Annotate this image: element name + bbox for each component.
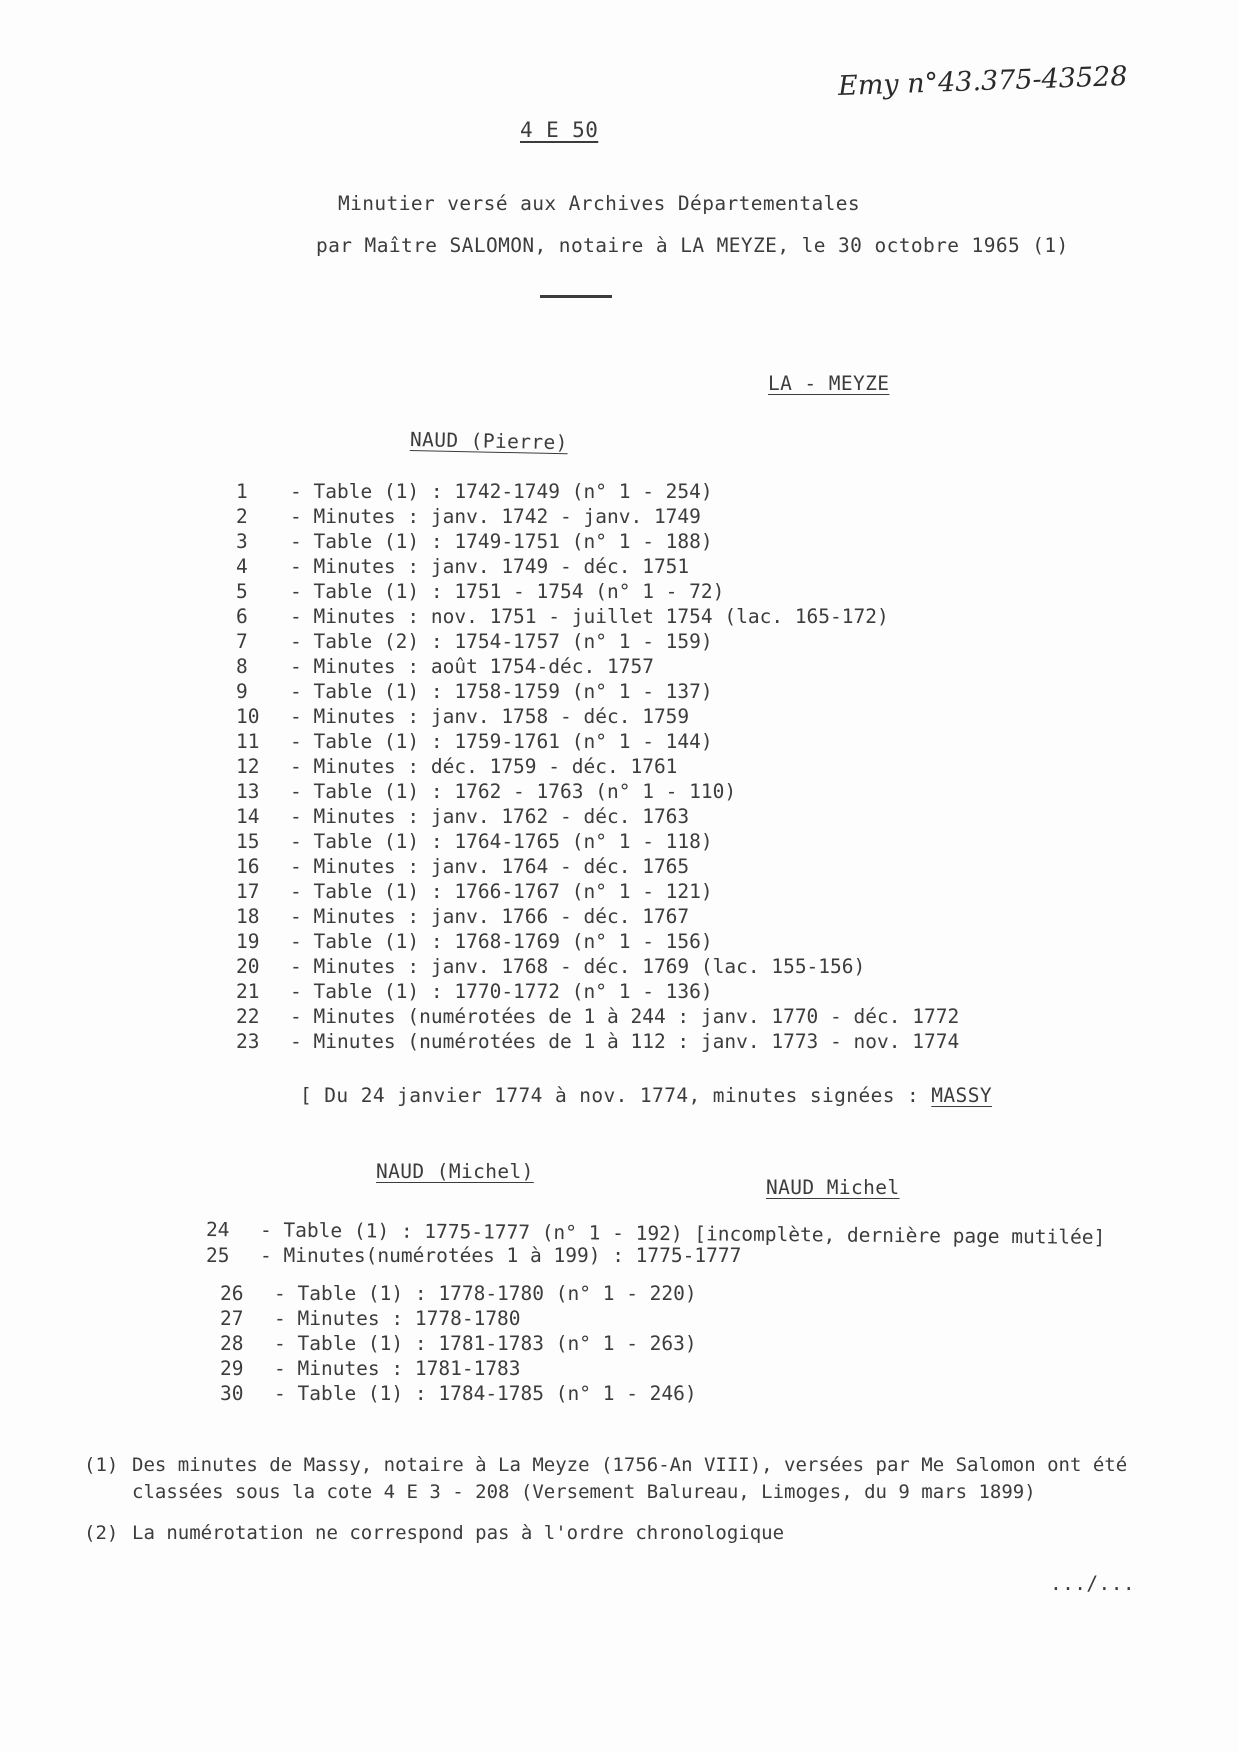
entry-number: 21 [236, 980, 260, 1003]
entry-row [236, 1005, 959, 1028]
entry-number: 28 [220, 1332, 244, 1355]
entry-row [236, 505, 701, 528]
entry-text: - Minutes(numérotées 1 à 199) : 1775-1777 [260, 1244, 742, 1267]
cote-heading: 4 E 50 [520, 118, 599, 142]
entry-number: 25 [206, 1244, 230, 1267]
footnote-2-text: La numérotation ne correspond pas à l'ordre chronologique [132, 1522, 785, 1544]
entry-text: - Table (1) : 1758-1759 (n° 1 - 137) [290, 680, 713, 703]
entry-row [236, 555, 689, 578]
entry-number: 29 [220, 1357, 244, 1380]
entry-row [236, 980, 713, 1003]
entry-row [236, 705, 689, 728]
entry-number: 5 [236, 580, 248, 603]
entry-text: - Table (1) : 1762 - 1763 (n° 1 - 110) [290, 780, 737, 803]
entry-row [236, 605, 889, 628]
entry-text: - Table (1) : 1749-1751 (n° 1 - 188) [290, 530, 713, 553]
entry-row [236, 480, 713, 503]
entry-text: - Minutes : août 1754-déc. 1757 [290, 655, 654, 678]
entry-row [236, 805, 689, 828]
entry-text: - Minutes : janv. 1742 - janv. 1749 [290, 505, 701, 528]
entry-row [236, 655, 654, 678]
entry-number: 9 [236, 680, 248, 703]
continuation-mark: .../... [1050, 1572, 1135, 1595]
entry-number: 1 [236, 480, 248, 503]
entry-text: - Minutes : déc. 1759 - déc. 1761 [290, 755, 678, 778]
entry-text: - Table (1) : 1766-1767 (n° 1 - 121) [290, 880, 713, 903]
entry-row [236, 730, 713, 753]
entry-row [220, 1382, 697, 1405]
entry-number: 20 [236, 955, 260, 978]
footnote-2 [84, 1520, 1132, 1547]
entry-number: 26 [220, 1282, 244, 1305]
footnote-1-text: Des minutes de Massy, notaire à La Meyze (1756-An VIII), versées par Me Salomon ont été classées sous la cote 4 E 3 - 208 (Versement Balureau, Limoges, du 9 mars 1899) [132, 1454, 1128, 1503]
entry-text: - Table (1) : 1778-1780 (n° 1 - 220) [274, 1282, 697, 1305]
entry-text: - Table (1) : 1770-1772 (n° 1 - 136) [290, 980, 713, 1003]
entry-number: 3 [236, 530, 248, 553]
entry-row [206, 1244, 741, 1267]
entry-text: - Table (1) : 1784-1785 (n° 1 - 246) [274, 1382, 697, 1405]
footnote-2-mark: (2) [84, 1522, 119, 1544]
entry-number: 12 [236, 755, 260, 778]
entry-text: - Minutes : janv. 1764 - déc. 1765 [290, 855, 690, 878]
entry-text: - Table (1) : 1751 - 1754 (n° 1 - 72) [290, 580, 725, 603]
entry-number: 8 [236, 655, 248, 678]
entry-text: - Minutes : 1781-1783 [274, 1357, 521, 1380]
entry-row [236, 580, 724, 603]
entry-row [236, 830, 713, 853]
entry-number: 18 [236, 905, 260, 928]
entry-row [236, 780, 736, 803]
section-title-michel-right: NAUD Michel [766, 1176, 900, 1199]
heading-line-1: Minutier versé aux Archives Départementales [338, 192, 861, 215]
entry-text: - Minutes : janv. 1762 - déc. 1763 [290, 805, 690, 828]
entry-number: 6 [236, 605, 248, 628]
heading-line-2: par Maître SALOMON, notaire à LA MEYZE, le 30 octobre 1965 (1) [316, 234, 1069, 257]
entry-row [236, 880, 713, 903]
entry-row [236, 955, 865, 978]
entry-text: - Minutes (numérotées de 1 à 244 : janv. 1770 - déc. 1772 [290, 1005, 960, 1028]
entry-row [236, 755, 677, 778]
massy-note-text: [ Du 24 janvier 1774 à nov. 1774, minutes signées : [300, 1084, 932, 1107]
entry-number: 22 [236, 1005, 260, 1028]
entry-text: - Minutes : janv. 1768 - déc. 1769 (lac. 155-156) [290, 955, 866, 978]
entry-text: - Table (2) : 1754-1757 (n° 1 - 159) [290, 630, 713, 653]
entry-number: 10 [236, 705, 260, 728]
entry-number: 7 [236, 630, 248, 653]
entry-number: 27 [220, 1307, 244, 1330]
entry-row [236, 1030, 959, 1053]
entry-number: 19 [236, 930, 260, 953]
entry-text: - Minutes : janv. 1749 - déc. 1751 [290, 555, 690, 578]
entry-number: 14 [236, 805, 260, 828]
entry-row [236, 630, 713, 653]
massy-note-name: MASSY [931, 1084, 992, 1107]
entry-row [220, 1357, 521, 1380]
entry-text: - Table (1) : 1768-1769 (n° 1 - 156) [290, 930, 713, 953]
section-title-michel-left: NAUD (Michel) [376, 1160, 534, 1183]
entry-row [236, 855, 689, 878]
section-title-pierre: NAUD (Pierre) [409, 428, 569, 455]
entry-number: 17 [236, 880, 260, 903]
footnote-1-mark: (1) [84, 1454, 119, 1476]
footnote-1 [84, 1452, 1132, 1506]
entry-row [220, 1282, 697, 1305]
entry-text: - Minutes (numérotées de 1 à 112 : janv. 1773 - nov. 1774 [290, 1030, 960, 1053]
entry-number: 23 [236, 1030, 260, 1053]
entry-text: - Minutes : 1778-1780 [274, 1307, 521, 1330]
entry-number: 11 [236, 730, 260, 753]
entry-row [236, 905, 689, 928]
entry-row [220, 1332, 697, 1355]
entry-number: 30 [220, 1382, 244, 1405]
place-heading: LA - MEYZE [768, 372, 890, 395]
entry-text: - Minutes : nov. 1751 - juillet 1754 (lac. 165-172) [290, 605, 889, 628]
entry-text: - Table (1) : 1781-1783 (n° 1 - 263) [274, 1332, 697, 1355]
entry-row [236, 530, 713, 553]
separator-rule [540, 295, 612, 298]
entry-row [220, 1307, 521, 1330]
entry-text: - Minutes : janv. 1758 - déc. 1759 [290, 705, 690, 728]
entry-text: - Table (1) : 1764-1765 (n° 1 - 118) [290, 830, 713, 853]
entry-text: - Table (1) : 1759-1761 (n° 1 - 144) [290, 730, 713, 753]
entry-text: - Table (1) : 1775-1777 (n° 1 - 192) [incomplète, dernière page mutilée] [259, 1218, 1106, 1249]
entry-row [236, 680, 713, 703]
handwritten-reference: Emy n°43.375-43528 [837, 60, 1128, 103]
massy-note [300, 1084, 992, 1107]
entry-text: - Table (1) : 1742-1749 (n° 1 - 254) [290, 480, 713, 503]
entry-number: 13 [236, 780, 260, 803]
entry-text: - Minutes : janv. 1766 - déc. 1767 [290, 905, 690, 928]
entry-number: 24 [205, 1218, 230, 1242]
entry-number: 15 [236, 830, 260, 853]
entry-number: 2 [236, 505, 248, 528]
entry-number: 4 [236, 555, 248, 578]
entry-number: 16 [236, 855, 260, 878]
entry-row [236, 930, 713, 953]
